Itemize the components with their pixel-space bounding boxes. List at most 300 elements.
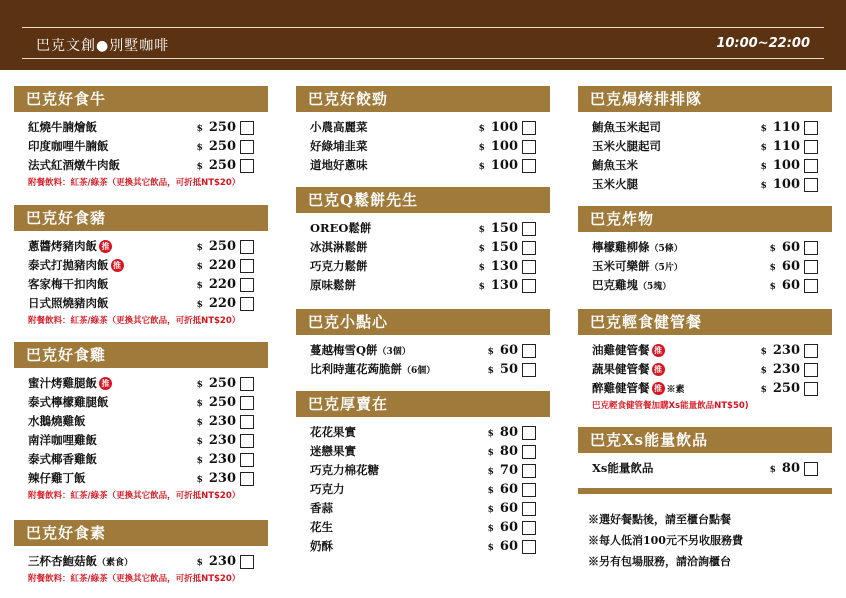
item-list: [14, 118, 268, 175]
footnote-line: ※每人低消100元不另收服務費: [588, 534, 743, 547]
item-name-wrap: [592, 257, 683, 278]
price-value: 100: [772, 158, 800, 173]
currency-symbol: $: [769, 465, 776, 475]
item-name-wrap: [28, 450, 97, 469]
currency-symbol: $: [196, 456, 203, 466]
item-name: 客家梅干扣肉飯: [28, 277, 109, 291]
item-name: 三杯杏鮑菇飯: [28, 554, 97, 568]
order-checkbox[interactable]: [804, 121, 818, 135]
currency-symbol: $: [196, 437, 203, 447]
item-portion: （6個）: [402, 366, 436, 376]
menu-item: [296, 238, 550, 257]
price-value: 110: [772, 120, 800, 135]
currency-symbol: $: [487, 347, 494, 357]
item-name-wrap: [310, 518, 333, 537]
price-value: 230: [772, 343, 800, 358]
order-checkbox[interactable]: [804, 178, 818, 192]
currency-symbol: $: [196, 262, 203, 272]
item-price: [197, 469, 236, 490]
item-price: [197, 118, 236, 139]
item-price: [197, 156, 236, 177]
item-name-wrap: [592, 379, 685, 400]
currency-symbol: $: [196, 243, 203, 253]
footnote-line: ※另有包場服務，請洽詢櫃台: [588, 555, 731, 568]
item-price: [197, 552, 236, 573]
item-name-wrap: [310, 461, 379, 480]
price-value: 250: [208, 139, 236, 154]
item-price: [488, 518, 518, 539]
section-title: 巴克炸物: [578, 206, 832, 232]
order-checkbox[interactable]: [804, 159, 818, 173]
order-checkbox[interactable]: [804, 260, 818, 274]
order-checkbox[interactable]: [522, 241, 536, 255]
order-checkbox[interactable]: [522, 279, 536, 293]
menu-section: [296, 86, 550, 175]
opening-hours: 10:00~22:00: [716, 36, 810, 51]
item-price: [479, 238, 518, 259]
item-list: [296, 423, 550, 556]
currency-symbol: $: [760, 181, 767, 191]
order-checkbox[interactable]: [522, 344, 536, 358]
brand-title: 巴克文創●別墅咖啡: [36, 38, 170, 54]
item-name: 小農高麗菜: [310, 120, 368, 134]
currency-symbol: $: [487, 448, 494, 458]
item-name-wrap: [310, 341, 411, 362]
item-name: 巴克雞塊: [592, 278, 638, 292]
order-checkbox[interactable]: [804, 344, 818, 358]
price-value: 50: [499, 362, 518, 377]
order-checkbox[interactable]: [522, 159, 536, 173]
item-price: [479, 156, 518, 177]
item-extra-note: ※素: [666, 385, 685, 395]
item-name: 蔬果健管餐: [592, 362, 650, 376]
order-checkbox[interactable]: [522, 445, 536, 459]
price-value: 80: [781, 461, 800, 476]
currency-symbol: $: [487, 543, 494, 553]
menu-item: [14, 118, 268, 137]
item-price: [488, 480, 518, 501]
currency-symbol: $: [196, 162, 203, 172]
price-value: 60: [499, 520, 518, 535]
item-name-wrap: [310, 442, 356, 461]
item-portion: （5塊）: [638, 282, 672, 292]
menu-item: [14, 156, 268, 175]
item-name: 花花果實: [310, 425, 356, 439]
section-title: 巴克Q鬆餅先生: [296, 187, 550, 213]
item-price: [197, 374, 236, 395]
order-checkbox[interactable]: [522, 260, 536, 274]
order-checkbox[interactable]: [522, 426, 536, 440]
price-value: 230: [208, 554, 236, 569]
item-name-wrap: [28, 552, 133, 573]
item-name-wrap: [310, 219, 371, 238]
price-value: 220: [208, 258, 236, 273]
menu-item: [14, 412, 268, 431]
menu-item: [578, 257, 832, 276]
order-checkbox[interactable]: [240, 377, 254, 391]
menu-item: [296, 499, 550, 518]
order-checkbox[interactable]: [240, 159, 254, 173]
menu-section: [578, 309, 832, 411]
item-name: 泰式椰香雞飯: [28, 452, 97, 466]
order-checkbox[interactable]: [240, 240, 254, 254]
currency-symbol: $: [196, 380, 203, 390]
price-value: 110: [772, 139, 800, 154]
item-name: 冰淇淋鬆餅: [310, 240, 368, 254]
item-price: [479, 257, 518, 278]
item-list: [578, 341, 832, 398]
item-name-wrap: [310, 537, 333, 556]
menu-section: [14, 342, 268, 501]
menu-item: [296, 276, 550, 295]
currency-symbol: $: [769, 244, 776, 254]
item-name: 蔥醬烤豬肉飯: [28, 239, 97, 253]
price-value: 220: [208, 277, 236, 292]
item-price: [488, 341, 518, 362]
item-price: [479, 137, 518, 158]
item-name-wrap: [310, 257, 368, 276]
section-title: 巴克好食雞: [14, 342, 268, 368]
currency-symbol: $: [196, 399, 203, 409]
item-list: [578, 238, 832, 295]
item-price: [770, 257, 800, 278]
order-checkbox[interactable]: [240, 472, 254, 486]
menu-item: [14, 137, 268, 156]
item-name-wrap: [592, 459, 653, 478]
price-value: 60: [781, 278, 800, 293]
section-note: 附餐飲料：紅茶/綠茶（更換其它飲品，可折抵NT$20）: [28, 574, 241, 584]
section-title: 巴克好餃勁: [296, 86, 550, 112]
menu-item: [14, 237, 268, 256]
menu-item: [14, 374, 268, 393]
item-price: [761, 137, 800, 158]
item-price: [488, 499, 518, 520]
item-name: 巧克力鬆餅: [310, 259, 368, 273]
currency-symbol: $: [478, 244, 485, 254]
item-list: [296, 118, 550, 175]
menu-section: [578, 206, 832, 295]
section-title: 巴克小點心: [296, 309, 550, 335]
menu-section: [578, 427, 832, 478]
price-value: 130: [490, 278, 518, 293]
price-value: 100: [772, 177, 800, 192]
order-checkbox[interactable]: [240, 259, 254, 273]
header-rule-bottom: [22, 58, 824, 59]
item-name-wrap: [310, 118, 368, 137]
menu-item: [14, 552, 268, 571]
order-checkbox[interactable]: [240, 555, 254, 569]
order-checkbox[interactable]: [804, 140, 818, 154]
section-title: 巴克好食牛: [14, 86, 268, 112]
menu-item: [14, 431, 268, 450]
item-name: 鮪魚玉米起司: [592, 120, 661, 134]
item-portion: （3個）: [377, 347, 411, 357]
menu-item: [578, 276, 832, 295]
order-checkbox[interactable]: [240, 453, 254, 467]
section-title: 巴克好食豬: [14, 205, 268, 231]
item-name-wrap: [310, 423, 356, 442]
item-list: [14, 374, 268, 488]
item-name-wrap: [28, 431, 97, 450]
item-price: [197, 393, 236, 414]
item-name: 巧克力: [310, 482, 345, 496]
item-name-wrap: [310, 276, 356, 295]
menu-item: [296, 423, 550, 442]
price-value: 60: [499, 482, 518, 497]
item-name-wrap: [310, 238, 368, 257]
currency-symbol: $: [769, 282, 776, 292]
menu-item: [296, 442, 550, 461]
order-checkbox[interactable]: [240, 396, 254, 410]
price-value: 60: [781, 259, 800, 274]
price-value: 80: [499, 425, 518, 440]
footnote-line: ※選好餐點後，請至櫃台點餐: [588, 513, 731, 526]
menu-item: [296, 461, 550, 480]
item-name-wrap: [310, 360, 435, 381]
item-name-wrap: [310, 480, 345, 499]
order-checkbox[interactable]: [522, 121, 536, 135]
item-price: [197, 412, 236, 433]
item-name: 醉雞健管餐: [592, 381, 650, 395]
item-name: 玉米可樂餅: [592, 259, 650, 273]
currency-symbol: $: [196, 558, 203, 568]
recommend-badge: 推: [652, 344, 665, 357]
item-name-wrap: [310, 156, 368, 175]
menu-item: [14, 450, 268, 469]
item-price: [479, 219, 518, 240]
item-list: [296, 341, 550, 379]
item-name: 紅燒牛腩燴飯: [28, 120, 97, 134]
price-value: 230: [772, 362, 800, 377]
item-name: 好綠埔韭菜: [310, 139, 368, 153]
order-checkbox[interactable]: [522, 363, 536, 377]
item-name-wrap: [310, 137, 368, 156]
order-checkbox[interactable]: [522, 502, 536, 516]
menu-item: [296, 137, 550, 156]
item-price: [761, 360, 800, 381]
order-checkbox[interactable]: [522, 521, 536, 535]
item-price: [197, 294, 236, 315]
item-name: 玉米火腿: [592, 177, 638, 191]
section-note: 巴克輕食健管餐加購Xs能量飲品NT$50): [592, 401, 749, 411]
currency-symbol: $: [769, 263, 776, 273]
item-name-wrap: [28, 156, 120, 175]
menu-item: [296, 537, 550, 556]
item-name: 泰式打拋豬肉飯: [28, 258, 109, 272]
item-name-wrap: [592, 118, 661, 137]
item-name: 檸檬雞柳條: [592, 240, 650, 254]
item-name-wrap: [310, 499, 333, 518]
order-checkbox[interactable]: [804, 241, 818, 255]
currency-symbol: $: [487, 429, 494, 439]
price-value: 150: [490, 221, 518, 236]
menu-item: [296, 156, 550, 175]
item-name-wrap: [28, 469, 86, 488]
price-value: 250: [208, 239, 236, 254]
item-name: 花生: [310, 520, 333, 534]
menu-section: [296, 309, 550, 379]
currency-symbol: $: [478, 282, 485, 292]
order-checkbox[interactable]: [522, 464, 536, 478]
section-title: 巴克好食素: [14, 520, 268, 546]
price-value: 250: [772, 381, 800, 396]
order-checkbox[interactable]: [240, 140, 254, 154]
price-value: 250: [208, 158, 236, 173]
item-name-wrap: [28, 237, 112, 256]
item-list: [578, 459, 832, 478]
item-name: 比利時蓮花蒟脆餅: [310, 362, 402, 376]
menu-item: [296, 341, 550, 360]
order-checkbox[interactable]: [240, 297, 254, 311]
item-price: [761, 341, 800, 362]
order-checkbox[interactable]: [522, 222, 536, 236]
currency-symbol: $: [478, 263, 485, 273]
price-value: 100: [490, 158, 518, 173]
item-name-wrap: [28, 137, 109, 156]
currency-symbol: $: [487, 524, 494, 534]
menu-item: [578, 118, 832, 137]
item-price: [488, 423, 518, 444]
section-title: 巴克輕食健管餐: [578, 309, 832, 335]
menu-item: [14, 275, 268, 294]
item-name-wrap: [592, 238, 683, 259]
item-name: 道地好蔥味: [310, 158, 368, 172]
item-price: [761, 156, 800, 177]
recommend-badge: 推: [99, 377, 112, 390]
currency-symbol: $: [196, 475, 203, 485]
item-name: 南洋咖哩雞飯: [28, 433, 97, 447]
menu-item: [578, 379, 832, 398]
price-value: 220: [208, 296, 236, 311]
menu-item: [14, 294, 268, 313]
item-name-wrap: [28, 393, 109, 412]
item-name: 巧克力棉花糖: [310, 463, 379, 477]
order-checkbox[interactable]: [240, 121, 254, 135]
price-value: 100: [490, 139, 518, 154]
item-name-wrap: [28, 275, 109, 294]
menu-item: [296, 219, 550, 238]
price-value: 250: [208, 120, 236, 135]
price-value: 230: [208, 414, 236, 429]
item-price: [488, 537, 518, 558]
currency-symbol: $: [478, 162, 485, 172]
item-name: 鮪魚玉米: [592, 158, 638, 172]
item-price: [197, 256, 236, 277]
menu-item: [296, 480, 550, 499]
order-checkbox[interactable]: [240, 415, 254, 429]
item-price: [197, 275, 236, 296]
section-divider: [578, 488, 832, 494]
item-name-wrap: [28, 118, 97, 137]
price-value: 70: [499, 463, 518, 478]
currency-symbol: $: [760, 385, 767, 395]
item-price: [197, 450, 236, 471]
item-name-wrap: [592, 276, 671, 297]
item-name: 日式照燒豬肉飯: [28, 296, 109, 310]
order-checkbox[interactable]: [240, 278, 254, 292]
section-title: 巴克厚賣在: [296, 391, 550, 417]
order-checkbox[interactable]: [804, 382, 818, 396]
item-list: [14, 237, 268, 313]
menu-item: [578, 156, 832, 175]
item-name: 油雞健管餐: [592, 343, 650, 357]
item-name-wrap: [592, 156, 638, 175]
currency-symbol: $: [487, 486, 494, 496]
item-name-wrap: [592, 360, 665, 379]
menu-item: [296, 518, 550, 537]
item-price: [488, 461, 518, 482]
menu-item: [14, 393, 268, 412]
section-title: 巴克焗烤排排隊: [578, 86, 832, 112]
price-value: 230: [208, 452, 236, 467]
item-name: 迷戀果實: [310, 444, 356, 458]
price-value: 250: [208, 376, 236, 391]
recommend-badge: 推: [652, 363, 665, 376]
currency-symbol: $: [196, 124, 203, 134]
menu-item: [578, 360, 832, 379]
order-checkbox[interactable]: [240, 434, 254, 448]
currency-symbol: $: [487, 467, 494, 477]
item-portion: （5條）: [649, 244, 683, 254]
item-name: 印度咖哩牛腩飯: [28, 139, 109, 153]
currency-symbol: $: [196, 281, 203, 291]
menu-item: [296, 257, 550, 276]
currency-symbol: $: [478, 225, 485, 235]
item-name: 奶酥: [310, 539, 333, 553]
order-checkbox[interactable]: [522, 540, 536, 554]
currency-symbol: $: [760, 143, 767, 153]
footnotes: [588, 509, 743, 572]
menu-item: [578, 341, 832, 360]
section-note: 附餐飲料：紅茶/綠茶（更換其它飲品，可折抵NT$20）: [28, 316, 241, 326]
header-bar: [0, 0, 846, 70]
item-price: [761, 379, 800, 400]
order-checkbox[interactable]: [522, 140, 536, 154]
price-value: 230: [208, 471, 236, 486]
item-name: 泰式檸檬雞腿飯: [28, 395, 109, 409]
order-checkbox[interactable]: [804, 363, 818, 377]
order-checkbox[interactable]: [522, 483, 536, 497]
order-checkbox[interactable]: [804, 279, 818, 293]
header-rule-top: [22, 27, 824, 28]
menu-section: [14, 520, 268, 584]
item-name: 蜜汁烤雞腿飯: [28, 376, 97, 390]
item-price: [488, 360, 518, 381]
price-value: 80: [499, 444, 518, 459]
item-portion: （素食）: [97, 558, 134, 568]
item-name: 辣仔雞丁飯: [28, 471, 86, 485]
menu-item: [296, 118, 550, 137]
menu-item: [578, 238, 832, 257]
item-price: [479, 118, 518, 139]
item-name-wrap: [592, 175, 638, 194]
item-name: OREO鬆餅: [310, 221, 372, 235]
price-value: 60: [499, 539, 518, 554]
section-note: 附餐飲料：紅茶/綠茶（更換其它飲品，可折抵NT$20）: [28, 178, 241, 188]
order-checkbox[interactable]: [804, 462, 818, 476]
item-name-wrap: [28, 256, 124, 275]
item-price: [770, 238, 800, 259]
recommend-badge: 推: [652, 382, 665, 395]
price-value: 60: [499, 343, 518, 358]
menu-item: [578, 175, 832, 194]
item-list: [296, 219, 550, 295]
price-value: 250: [208, 395, 236, 410]
menu-item: [578, 137, 832, 156]
menu-section: [14, 205, 268, 326]
price-value: 100: [490, 120, 518, 135]
currency-symbol: $: [760, 366, 767, 376]
